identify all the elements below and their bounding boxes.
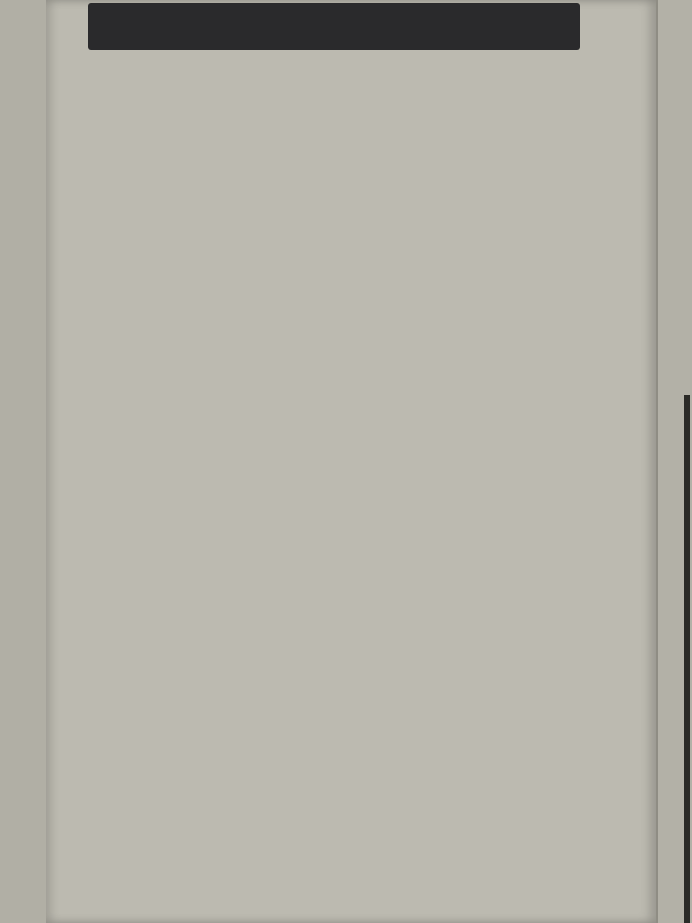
section-heading-banner <box>88 3 580 50</box>
left-gutter <box>0 0 46 923</box>
newspaper-page <box>46 0 656 923</box>
right-page-dark-edge <box>684 395 690 923</box>
right-page-edge <box>656 0 692 923</box>
